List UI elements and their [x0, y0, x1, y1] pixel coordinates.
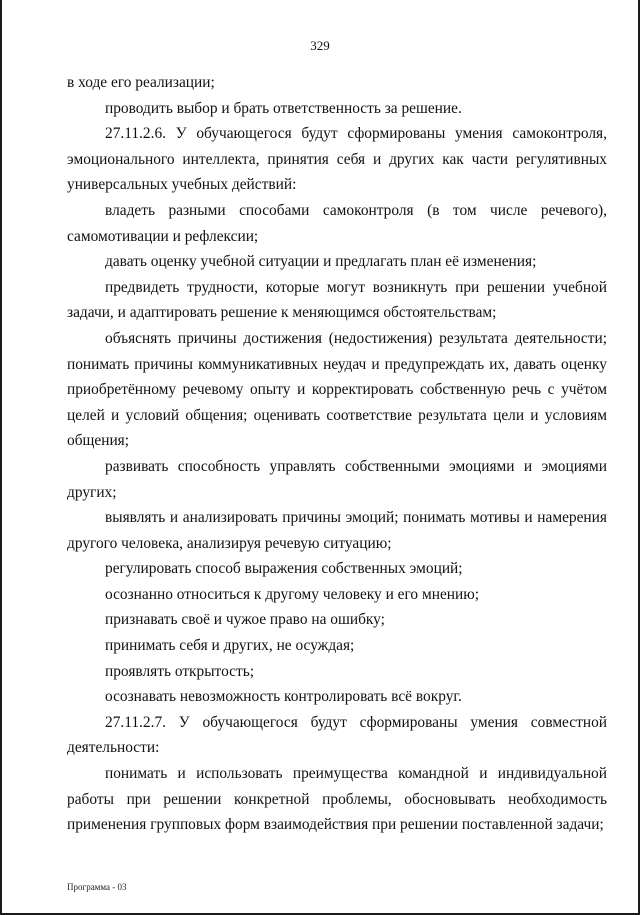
paragraph-continuation: в ходе его реализации; — [67, 74, 215, 91]
section-heading-27-11-2-6: 27.11.2.6. У обучающегося будут сформированы умения самоконтроля, эмоционального интеллекта, принятия себя и других как части регулятивных универсальных учебных действий: — [67, 125, 607, 194]
list-item: давать оценку учебной ситуации и предлагать план её изменения; — [105, 253, 537, 271]
list-item: осознанно относиться к другому человеку и его мнению; — [105, 585, 480, 603]
section-heading-27-11-2-7: 27.11.2.7. У обучающегося будут сформированы умения совместной деятельности: — [67, 713, 607, 757]
list-item: принимать себя и других, не осуждая; — [105, 637, 355, 655]
list-item: владеть разными способами самоконтроля (в том числе речевого), самомотивации и рефлексии; — [67, 201, 607, 245]
list-item: предвидеть трудности, которые могут возникнуть при решении учебной задачи, и адаптировать решение к меняющимся обстоятельствам; — [67, 278, 607, 322]
footer-program-label: Программа - 03 — [67, 882, 127, 892]
list-item: выявлять и анализировать причины эмоций; понимать мотивы и намерения другого человека, анализируя речевую ситуацию; — [67, 509, 607, 552]
list-item: регулировать способ выражения собственных эмоций; — [105, 560, 463, 578]
scan-edge-left — [0, 0, 2, 915]
document-body — [67, 70, 607, 838]
list-item: признавать своё и чужое право на ошибку; — [105, 611, 385, 629]
list-item: объяснять причины достижения (недостижения) результата деятельности; понимать причины коммуникативных неудач и предупреждать их, давать оценку приобретённому речевому опыту и корректировать собственную речь с учётом целей и условий общения; оценивать соответствие результата цели и условиям общения; — [67, 329, 607, 450]
list-item: проявлять открытость; — [105, 662, 255, 680]
list-item: осознавать невозможность контролировать всё вокруг. — [105, 688, 462, 706]
page-number: 329 — [310, 38, 330, 53]
list-item: понимать и использовать преимущества командной и индивидуальной работы при решении конкретной проблемы, обосновывать необходимость применения групповых форм взаимодействия при решении поставленной задачи; — [67, 765, 607, 834]
list-item: развивать способность управлять собственными эмоциями и эмоциями других; — [67, 457, 607, 501]
list-item: проводить выбор и брать ответственность за решение. — [105, 99, 462, 117]
